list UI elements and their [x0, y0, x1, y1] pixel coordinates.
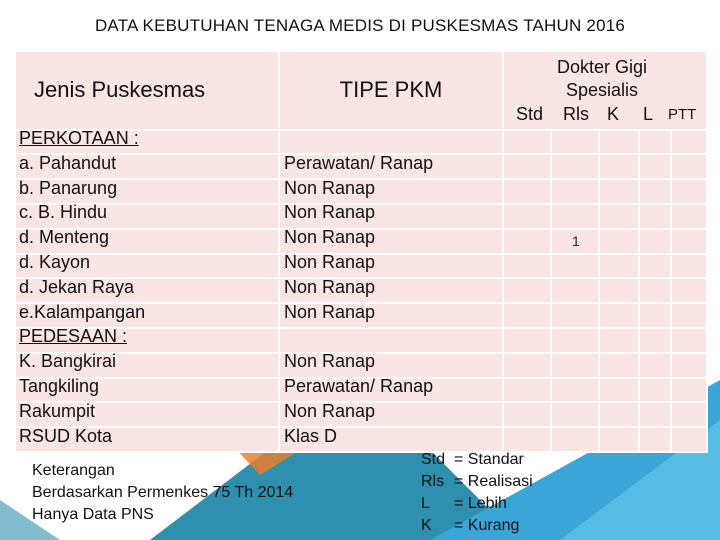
- legend-item-k: [421, 515, 533, 537]
- jenis-menteng: d. Menteng: [19, 227, 110, 248]
- note-keterangan: Keterangan: [32, 462, 115, 479]
- note-data-pns: Hanya Data PNS: [32, 506, 154, 523]
- tipe-rsud-kota: Klas D: [284, 425, 338, 446]
- group-heading-pedesaan: PEDESAAN :: [19, 326, 128, 347]
- header-ptt: PTT: [668, 106, 697, 123]
- jenis-b-hindu: c. B. Hindu: [19, 202, 108, 223]
- abbreviation-legend: [421, 449, 533, 537]
- header-tipe-pkm: TIPE PKM: [279, 51, 503, 130]
- jenis-jekan-raya: d. Jekan Raya: [19, 276, 135, 297]
- jenis-rakumpit: Rakumpit: [19, 400, 96, 421]
- group-heading-perkotaan: PERKOTAAN :: [19, 128, 139, 148]
- tipe-panarung: Non Ranap: [284, 177, 376, 198]
- notes-left: [32, 460, 293, 526]
- tipe-kayon: Non Ranap: [284, 251, 376, 272]
- jenis-kalampangan: e.Kalampangan: [19, 301, 146, 322]
- legend-desc: = Realisasi: [454, 473, 533, 490]
- tipe-pedesaan: [284, 324, 433, 349]
- legend-desc: = Kurang: [454, 517, 520, 534]
- tipe-column-text: [284, 126, 433, 448]
- tipe-jekan-raya: Non Ranap: [284, 276, 376, 297]
- header-rls: Rls: [563, 104, 589, 124]
- jenis-bangkirai: K. Bangkirai: [19, 351, 117, 372]
- legend-item-std: [421, 449, 533, 471]
- legend-item-l: [421, 493, 533, 515]
- legend-item-rls: [421, 471, 533, 493]
- header-std: Std: [516, 104, 544, 124]
- note-permenkes: Berdasarkan Permenkes 75 Th 2014: [32, 484, 294, 501]
- legend-abbr: K: [421, 517, 432, 534]
- legend-abbr: L: [421, 495, 430, 512]
- header-jenis-puskesmas: Jenis Puskesmas: [15, 51, 279, 130]
- tipe-pahandut: Perawatan/ Ranap: [284, 152, 434, 173]
- jenis-tangkiling: Tangkiling: [19, 375, 100, 396]
- legend-desc: = Standar: [454, 451, 524, 468]
- tipe-kalampangan: Non Ranap: [284, 301, 376, 322]
- header-dokter-gigi: [504, 56, 700, 102]
- tipe-rakumpit: Non Ranap: [284, 400, 376, 421]
- menteng-k-value: 1: [572, 233, 580, 249]
- jenis-column-text: [19, 126, 145, 448]
- legend-desc: = Lebih: [454, 495, 507, 512]
- tipe-menteng: Non Ranap: [284, 227, 376, 248]
- header-dokter-gigi-line1: Dokter Gigi: [556, 57, 648, 77]
- tipe-tangkiling: Perawatan/ Ranap: [284, 375, 434, 396]
- tipe-perkotaan: [284, 126, 433, 151]
- legend-abbr: Std: [421, 451, 446, 468]
- legend-abbr: Rls: [421, 473, 445, 490]
- header-k: K: [607, 104, 620, 124]
- header-l: L: [643, 104, 654, 124]
- tipe-bangkirai: Non Ranap: [284, 351, 376, 372]
- jenis-pahandut: a. Pahandut: [19, 152, 117, 173]
- tipe-b-hindu: Non Ranap: [284, 202, 376, 223]
- header-spesialis-line2: Spesialis: [565, 80, 639, 100]
- jenis-panarung: b. Panarung: [19, 177, 118, 198]
- jenis-rsud-kota: RSUD Kota: [19, 425, 113, 446]
- page-title: DATA KEBUTUHAN TENAGA MEDIS DI PUSKESMAS TAHUN 2016: [94, 16, 626, 35]
- jenis-kayon: d. Kayon: [19, 251, 91, 272]
